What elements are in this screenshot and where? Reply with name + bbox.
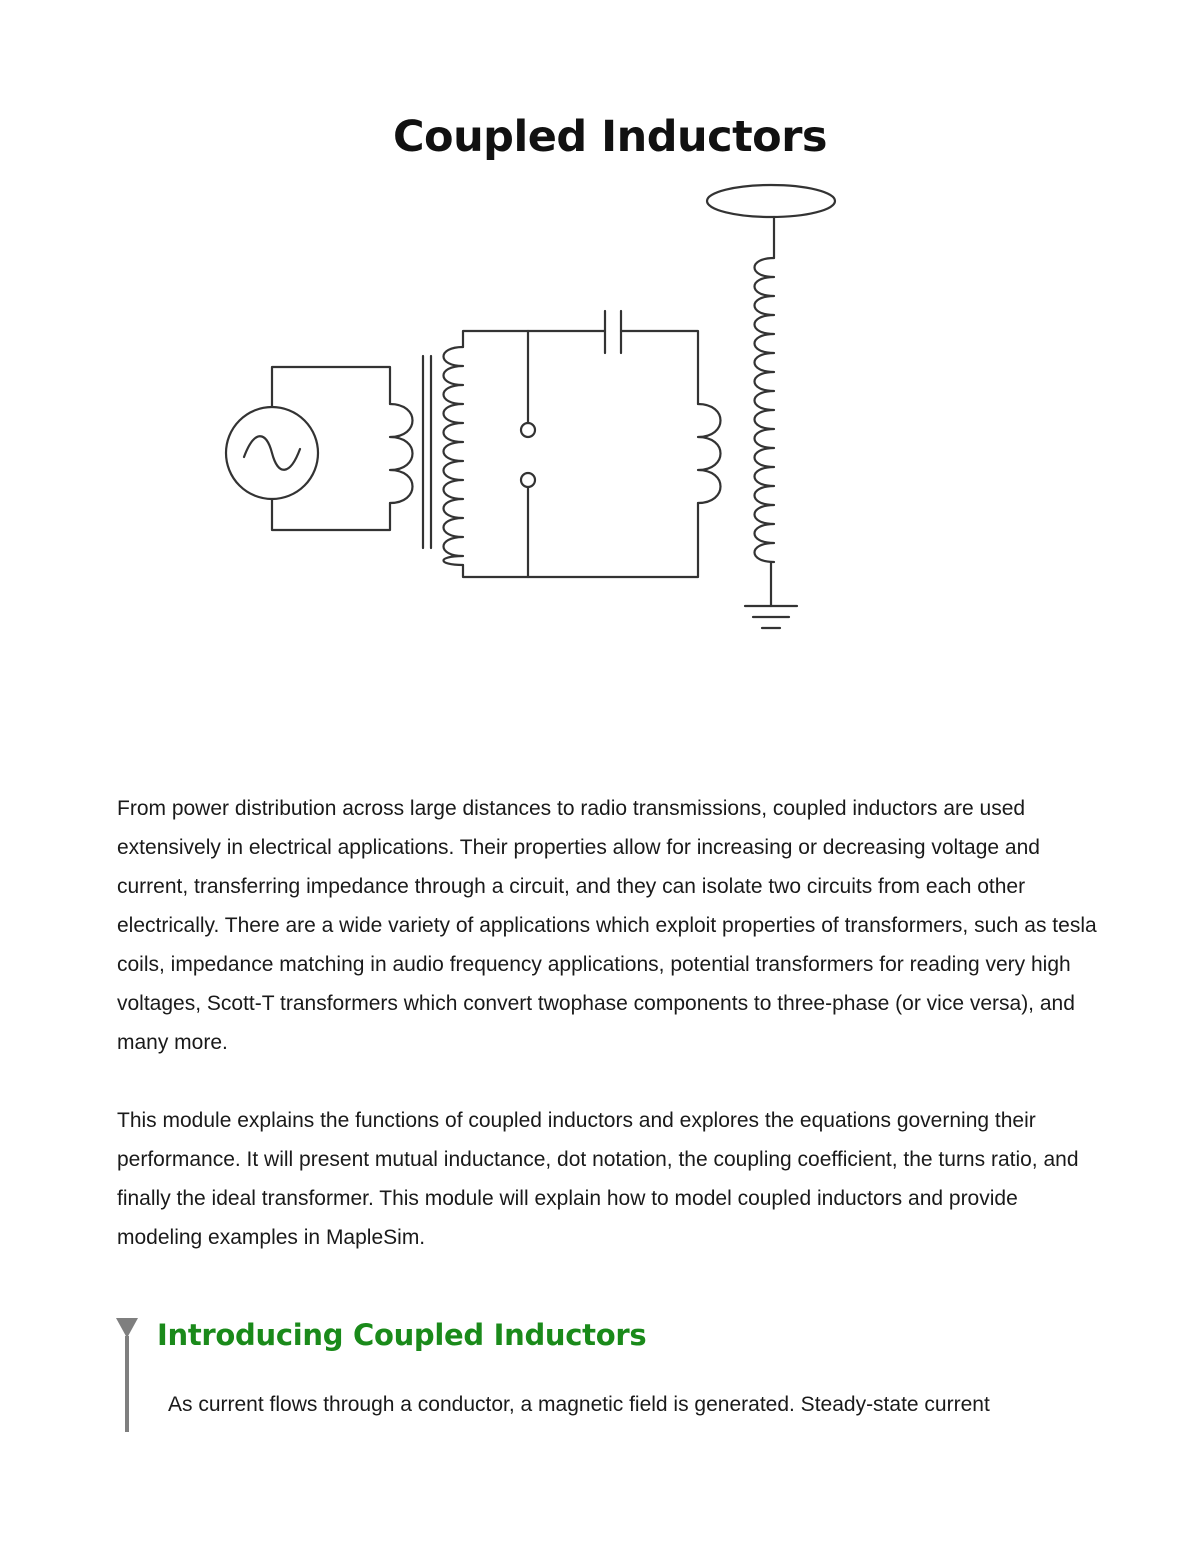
- sine-wave-icon: [244, 436, 300, 470]
- page-title: Coupled Inductors: [392, 112, 828, 162]
- spark-gap-terminal: [521, 473, 535, 487]
- tesla-secondary-coil: [755, 258, 775, 562]
- module-overview-paragraph: This module explains the functions of coupled inductors and explores the equations governing their performance. It will present mutual inductance, dot notation, the coupling coefficient, the turns ratio, and finally the ideal transformer. This module will explain how to model coupled inductors and provide modeling examples in MapleSim.: [117, 1109, 1079, 1249]
- spark-gap-terminal: [521, 423, 535, 437]
- tesla-primary-coil: [698, 404, 721, 503]
- section-body-text: As current flows through a conductor, a magnetic field is generated. Steady-state current: [168, 1393, 990, 1416]
- source-wire: [272, 367, 390, 407]
- source-wire: [272, 499, 390, 530]
- secondary-coil: [444, 347, 464, 565]
- top-load-toroid: [707, 185, 835, 217]
- tesla-coil-circuit-diagram: [0, 0, 1200, 700]
- tank-wire-bottom: [463, 503, 698, 577]
- section-heading: Introducing Coupled Inductors: [157, 1318, 647, 1352]
- tank-wire-top: [463, 331, 605, 347]
- collapse-triangle-icon[interactable]: [114, 1316, 142, 1434]
- tank-wire-top: [621, 331, 698, 404]
- primary-coil: [390, 404, 413, 503]
- ground-icon: [745, 606, 797, 628]
- intro-paragraph: From power distribution across large distances to radio transmissions, coupled inductors are used extensively in electrical applications. Their properties allow for increasing or decreasing voltage and current, transferring impedance through a circuit, and they can isolate two circuits from each other electrically. There are a wide variety of applications which exploit properties of transformers, such as tesla coils, impedance matching in audio frequency applications, potential transformers for reading very high voltages, Scott-T transformers which convert twophase components to three-phase (or vice versa), and many more.: [117, 797, 1097, 1054]
